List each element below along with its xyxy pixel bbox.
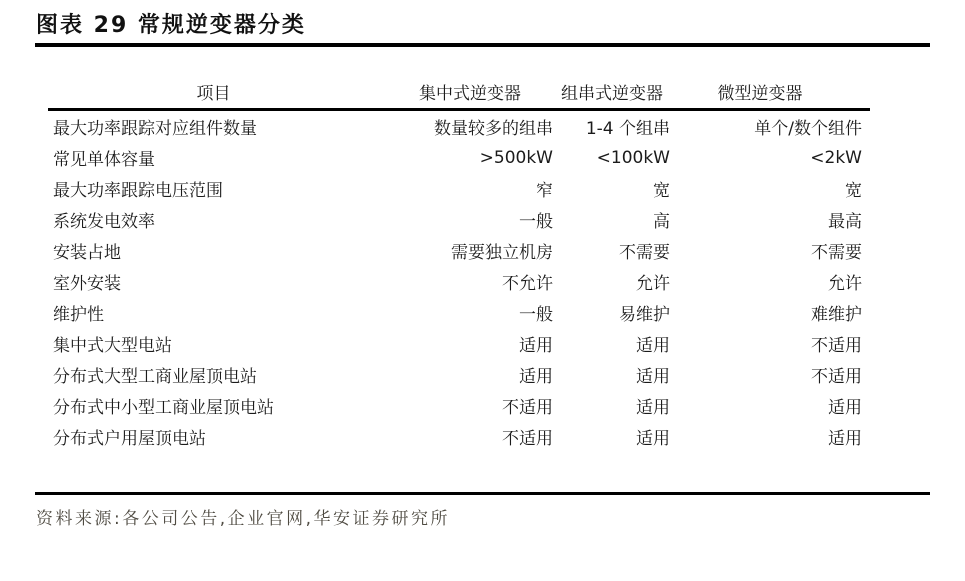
row-label: 分布式大型工商业屋顶电站 — [53, 367, 257, 387]
row-label: 安装占地 — [53, 243, 121, 263]
row-label: 维护性 — [53, 305, 104, 325]
row-label: 最大功率跟踪电压范围 — [53, 181, 223, 201]
cell-value: 允许 — [636, 274, 670, 294]
column-header: 微型逆变器 — [678, 76, 870, 110]
cell-value: <100kW — [596, 147, 670, 168]
classification-table — [48, 76, 870, 452]
row-label: 最大功率跟踪对应组件数量 — [53, 119, 257, 139]
cell-value: 不允许 — [502, 274, 553, 294]
column-header: 组串式逆变器 — [561, 76, 678, 110]
cell-value: 适用 — [636, 336, 670, 356]
row-label: 室外安装 — [53, 274, 121, 294]
table-row — [48, 142, 870, 173]
row-label: 集中式大型电站 — [53, 336, 172, 356]
table-row — [48, 173, 870, 204]
table-row — [48, 235, 870, 266]
row-label: 系统发电效率 — [53, 212, 155, 232]
cell-value: 适用 — [636, 367, 670, 387]
row-label: 分布式户用屋顶电站 — [53, 429, 206, 449]
cell-value: 不适用 — [502, 429, 553, 449]
cell-value: 数量较多的组串 — [434, 119, 553, 139]
source-note: 资料来源:各公司公告,企业官网,华安证券研究所 — [36, 509, 451, 529]
row-label: 分布式中小型工商业屋顶电站 — [53, 398, 274, 418]
cell-value: 难维护 — [811, 305, 862, 325]
cell-value: 不需要 — [619, 243, 670, 263]
cell-value: 适用 — [519, 336, 553, 356]
cell-value: 易维护 — [619, 305, 670, 325]
figure-title: 图表 29 常规逆变器分类 — [36, 13, 306, 38]
cell-value: 适用 — [828, 429, 862, 449]
title-rule — [35, 43, 930, 47]
table-body — [48, 110, 870, 453]
row-label: 常见单体容量 — [53, 150, 155, 170]
source-rule — [35, 492, 930, 495]
cell-value: 适用 — [636, 398, 670, 418]
column-header: 集中式逆变器 — [407, 76, 561, 110]
cell-value: 不需要 — [811, 243, 862, 263]
cell-value: 窄 — [536, 181, 553, 201]
table-row — [48, 266, 870, 297]
cell-value: 1-4 个组串 — [585, 119, 670, 139]
table-row — [48, 204, 870, 235]
cell-value: 不适用 — [811, 336, 862, 356]
table-row — [48, 359, 870, 390]
cell-value: 需要独立机房 — [451, 243, 553, 263]
cell-value: 不适用 — [811, 367, 862, 387]
cell-value: 一般 — [519, 305, 553, 325]
table-row — [48, 110, 870, 143]
table-row — [48, 297, 870, 328]
table-header-row — [48, 76, 870, 110]
cell-value: 单个/数个组件 — [754, 119, 862, 139]
cell-value: <2kW — [810, 147, 862, 168]
cell-value: 适用 — [828, 398, 862, 418]
cell-value: 适用 — [519, 367, 553, 387]
cell-value: 适用 — [636, 429, 670, 449]
cell-value: 不适用 — [502, 398, 553, 418]
table-row — [48, 421, 870, 452]
cell-value: 一般 — [519, 212, 553, 232]
cell-value: 最高 — [828, 212, 862, 232]
cell-value: 允许 — [828, 274, 862, 294]
table-row — [48, 328, 870, 359]
table-row — [48, 390, 870, 421]
cell-value: 宽 — [845, 181, 862, 201]
cell-value: >500kW — [479, 147, 553, 168]
column-header: 项目 — [48, 76, 407, 110]
cell-value: 宽 — [653, 181, 670, 201]
cell-value: 高 — [653, 212, 670, 232]
